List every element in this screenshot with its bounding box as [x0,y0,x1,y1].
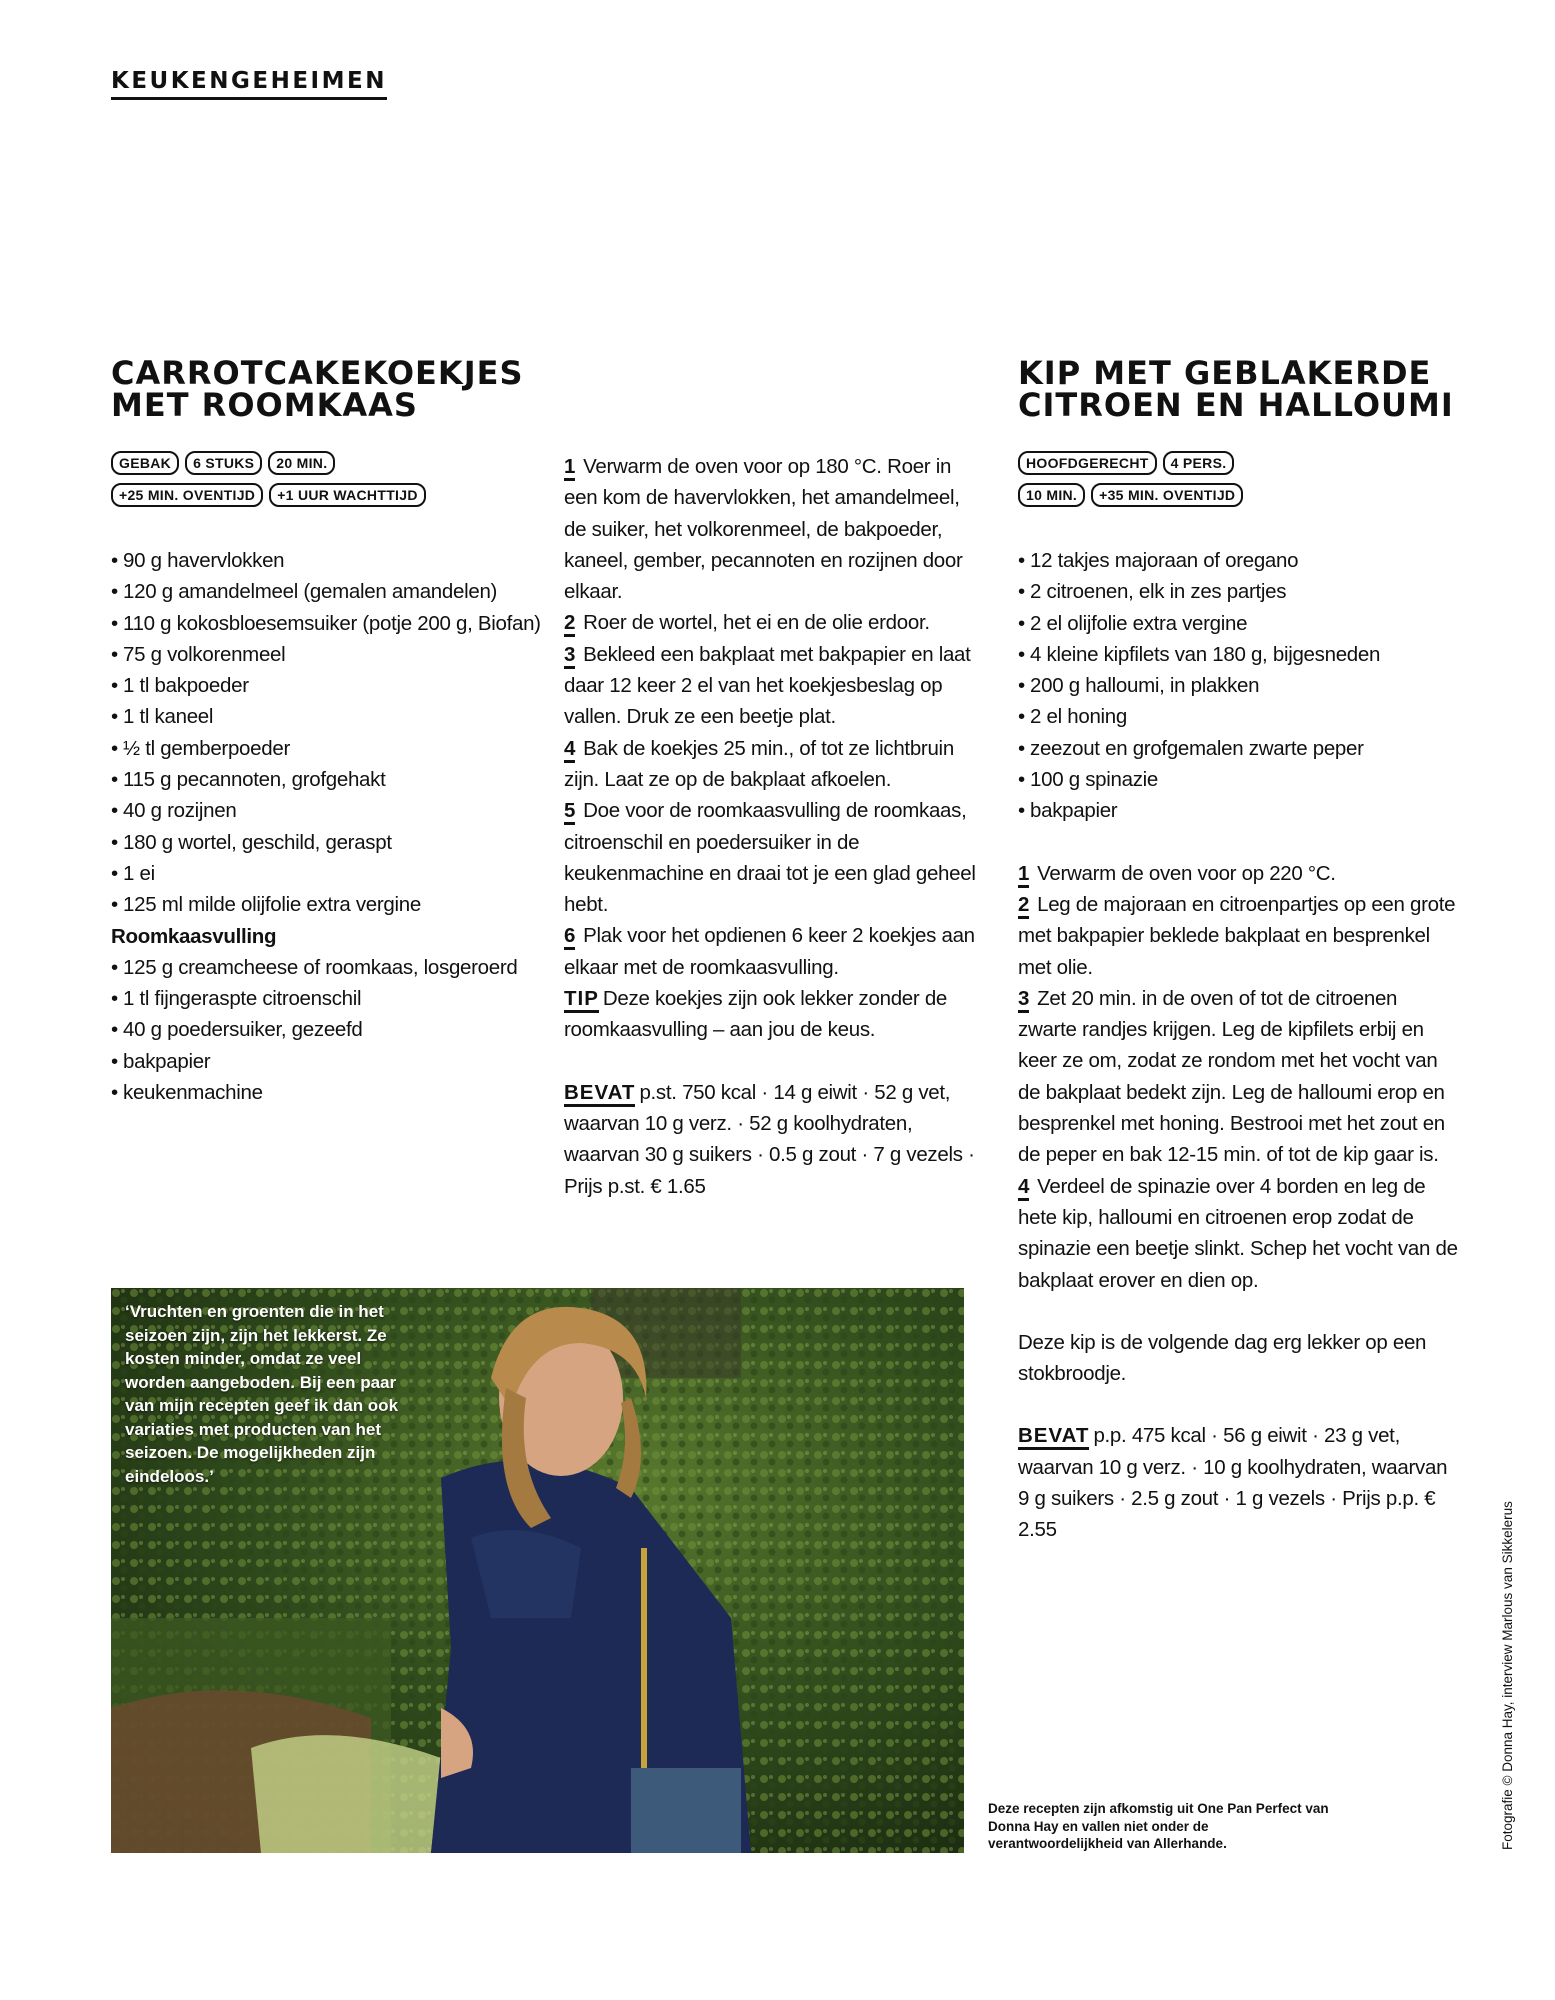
bevat-label: BEVAT [564,1082,635,1107]
recipe1-method [564,451,984,1202]
ingredient-item: • 1 ei [111,858,541,889]
nutrition-info [564,1077,984,1202]
ingredient-item: • 1 tl kaneel [111,701,541,732]
method-step [1018,983,1458,1171]
step-number: 4 [564,738,575,763]
ingredient-item: • 1 tl fijngeraspte citroenschil [111,983,541,1014]
source-note: Deze recepten zijn afkomstig uit One Pan Perfect van Donna Hay en vallen niet onder de verantwoordelijkheid van Allerhande. [988,1801,1329,1851]
ingredient-item: • ½ tl gemberpoeder [111,733,541,764]
method-step [1018,858,1458,889]
tip-text: Deze koekjes zijn ook lekker zonder de roomkaasvulling – aan jou de keus. [564,987,948,1042]
tip [564,983,984,1046]
ingredient-item: • 110 g kokosbloesemsuiker (potje 200 g, Biofan) [111,608,541,639]
ingredient-item: • 100 g spinazie [1018,764,1458,795]
recipe2-tag-time: 10 MIN. [1018,483,1085,507]
step-text: Doe voor de roomkaasvulling de roomkaas, citroenschil en poedersuiker in de keukenmachine en draai tot je een glad geheel hebt. [564,799,976,917]
ingredient-item: • zeezout en grofgemalen zwarte peper [1018,733,1458,764]
recipe1-tag-oven-time: +25 MIN. OVENTIJD [111,483,263,507]
step-text: Roer de wortel, het ei en de olie erdoor. [583,611,930,635]
recipe1-title-line1: CARROTCAKEKOEKJES [111,354,524,392]
recipe1-title-line2: MET ROOMKAAS [111,386,418,424]
serving-note: Deze kip is de volgende dag erg lekker op een stokbroodje. [1018,1330,1427,1386]
step-number: 2 [1018,894,1029,919]
filling-subheading: Roomkaasvulling [111,924,277,948]
recipe1-tag-time: 20 MIN. [268,451,335,475]
step-number: 4 [1018,1176,1029,1201]
photo-quote: ‘Vruchten en groenten die in het seizoen zijn, zijn het lekkerst. Ze kosten minder, omdat ze veel worden aangeboden. Bij een paar van mijn recepten geef ik dan ook variaties met producten van het seizoen. De mogelijkheden zijn eindeloos.’ [125,1302,399,1486]
nutrition-text: p.st. 750 kcal · 14 g eiwit · 52 g vet, waarvan 10 g verz. · 52 g koolhydraten, waarvan 30 g suikers · 0.5 g zout · 7 g vezels · Prijs p.st. € 1.65 [564,1080,975,1198]
recipe1-ingredients [111,545,541,1108]
method-step [1018,889,1458,983]
ingredient-item: • 200 g halloumi, in plakken [1018,670,1458,701]
bevat-label: BEVAT [1018,1425,1089,1450]
ingredient-item: • 4 kleine kipfilets van 180 g, bijgesneden [1018,639,1458,670]
tip-label: TIP [564,988,599,1013]
step-text: Bak de koekjes 25 min., of tot ze lichtbruin zijn. Laat ze op de bakplaat afkoelen. [564,736,954,791]
recipe2-title [1018,354,1454,424]
ingredient-item: • 12 takjes majoraan of oregano [1018,545,1458,576]
step-text: Plak voor het opdienen 6 keer 2 koekjes aan elkaar met de roomkaasvulling. [564,924,975,979]
recipe1-tag-category: GEBAK [111,451,179,475]
recipe2-tag-category: HOOFDGERECHT [1018,451,1157,475]
recipe1-tag-wait-time: +1 UUR WACHTTIJD [269,483,426,507]
step-text: Leg de majoraan en citroenpartjes op een grote met bakpapier beklede bakplaat en besprenkel met olie. [1018,892,1456,979]
ingredient-item: • 40 g rozijnen [111,795,541,826]
nutrition-info [1018,1420,1458,1545]
ingredient-item: • 125 ml milde olijfolie extra vergine [111,889,541,920]
recipe2-ingredients [1018,545,1458,827]
step-text: Bekleed een bakplaat met bakpapier en laat daar 12 keer 2 el van het koekjesbeslag op vallen. Druk ze een beetje plat. [564,642,971,729]
photo-credit: Fotografie © Donna Hay, interview Marlous van Sikkelerus [1500,1501,1515,1850]
method-step [564,795,984,920]
ingredient-item: • 75 g volkorenmeel [111,639,541,670]
ingredient-item: • 115 g pecannoten, grofgehakt [111,764,541,795]
method-step [564,607,984,638]
ingredient-item: • keukenmachine [111,1077,541,1108]
recipe1-title [111,354,524,424]
step-number: 1 [564,456,575,481]
ingredient-item: • 2 el olijfolie extra vergine [1018,608,1458,639]
ingredient-item: • 125 g creamcheese of roomkaas, losgeroerd [111,952,541,983]
recipe2-content [1018,545,1458,1546]
step-text: Verwarm de oven voor op 220 °C. [1037,861,1336,885]
ingredient-item: • 40 g poedersuiker, gezeefd [111,1014,541,1045]
step-number: 1 [1018,863,1029,888]
step-number: 2 [564,612,575,637]
step-number: 3 [1018,988,1029,1013]
step-number: 5 [564,800,575,825]
ingredient-item: • 2 citroenen, elk in zes partjes [1018,576,1458,607]
recipe2-tag-servings: 4 PERS. [1163,451,1235,475]
step-number: 6 [564,925,575,950]
ingredient-item: • 180 g wortel, geschild, geraspt [111,827,541,858]
step-text: Zet 20 min. in de oven of tot de citroenen zwarte randjes krijgen. Leg de kipfilets erbij en keer ze om, zodat ze rondom met het vocht van de bakplaat bedekt zijn. Leg de halloumi erop en besprenkel met honing. Bestrooi met het zout en de peper en bak 12-15 min. of tot de kip gaar is. [1018,986,1445,1167]
recipe1-tag-yield: 6 STUKS [185,451,262,475]
method-step [564,920,984,983]
section-label: KEUKENGEHEIMEN [111,68,387,100]
ingredient-item: • 1 tl bakpoeder [111,670,541,701]
recipe1-tags [111,451,426,515]
method-step [564,639,984,733]
ingredient-item: • 120 g amandelmeel (gemalen amandelen) [111,576,541,607]
step-text: Verwarm de oven voor op 180 °C. Roer in een kom de havervlokken, het amandelmeel, de suiker, het volkorenmeel, de bakpoeder, kaneel, gember, pecannoten en rozijnen door elkaar. [564,455,963,604]
recipe2-title-line2: CITROEN EN HALLOUMI [1018,386,1454,424]
method-step [1018,1171,1458,1296]
recipe2-title-line1: KIP MET GEBLAKERDE [1018,354,1432,392]
ingredient-item: • bakpapier [111,1046,541,1077]
ingredient-item: • 90 g havervlokken [111,545,541,576]
step-text: Verdeel de spinazie over 4 borden en leg de hete kip, halloumi en citroenen erop zodat de spinazie een beetje slinkt. Schep het vocht van de bakplaat erover en dien op. [1018,1174,1458,1292]
ingredient-item: • 2 el honing [1018,701,1458,732]
method-step [564,733,984,796]
method-step [564,451,984,607]
recipe2-tag-oven-time: +35 MIN. OVENTIJD [1091,483,1243,507]
step-number: 3 [564,644,575,669]
ingredient-item: • bakpapier [1018,795,1458,826]
recipe2-tags [1018,451,1243,515]
nutrition-text: p.p. 475 kcal · 56 g eiwit · 23 g vet, waarvan 10 g verz. · 10 g koolhydraten, waarvan 9 g suikers · 2.5 g zout · 1 g vezels · Prijs p.p. € 2.55 [1018,1424,1448,1542]
